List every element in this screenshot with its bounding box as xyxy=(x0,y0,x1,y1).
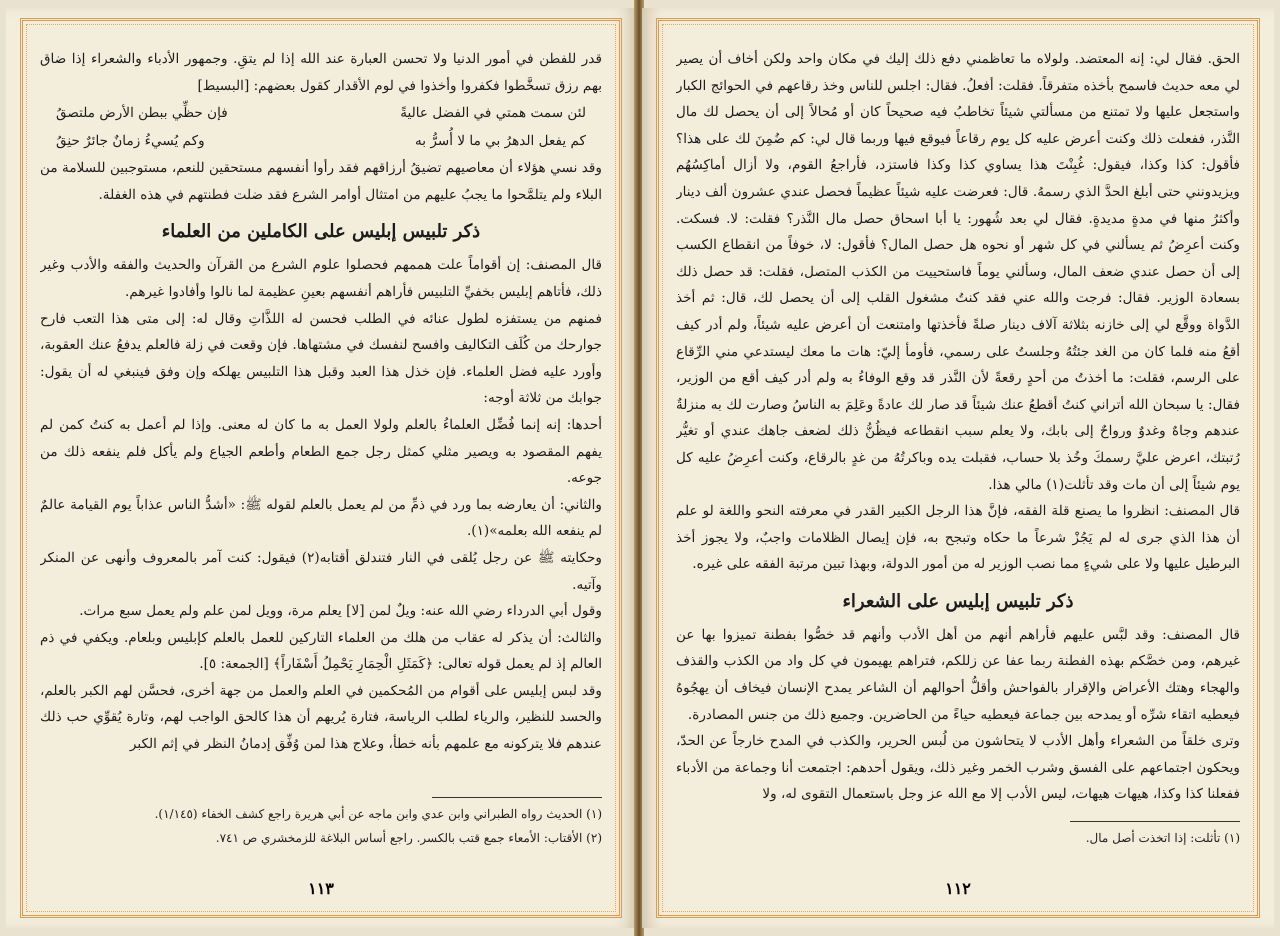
paragraph: وحكايته ﷺ عن رجل يُلقى في النار فتندلق أقتابه(٢) فيقول: كنت آمر بالمعروف وأنهى عن المنكر وآتيه. xyxy=(40,549,602,593)
footnote-rule xyxy=(1070,821,1240,822)
left-page-text xyxy=(40,46,602,778)
paragraph: وقول أبي الدرداء رضي الله عنه: ويلٌ لمن [لا] يعلم مرة، وويل لمن علم ولم يعمل سبع مرات. xyxy=(79,603,602,620)
paragraph: وقد نسي هؤلاء أن معاصيهم تضيقُ أرزاقهم فقد رأوا أنفسهم مستحقين للنعم، مستوجبين للسلامة من البلاء ولم يتلمَّحوا ما يجبُ عليهم من امتثال أوامر الشرع فقد ضلت فطنتهم في هذه الغفلة. xyxy=(40,160,602,203)
paragraph: قال المصنف: انظروا ما يصنع قلة الفقه، فإنَّ هذا الرجل الكبير القدر في معرفته النحو واللغة لو علم أن هذا الذي جرى له لم يَجُزْ شرعاً ما حكاه وتبجح به، فإن إيصال الظلامات واجبٌ، ولا يجوز أخذ البرطيل عليها ولا على شيءٍ مما نصب الوزير له من أمور الدولة، وبهذا تبين مرتبة الفقه على غيره. xyxy=(676,503,1240,573)
poem-verse xyxy=(40,127,602,155)
paragraph: قال المصنف: إن أقواماً علت هممهم فحصلوا علوم الشرع من القرآن والحديث والفقه والأدب وغير ذلك، فأتاهم إبليس بخفيِّ التلبيس فأراهم أنفسهم بعينِ عظيمة لما نالوا وأفادوا غيرهم. xyxy=(40,257,602,300)
paragraph: وقد لبس إبليس على أقوام من المُحكمين في العلم والعمل من جهة أخرى، فحسَّن لهم الكبر بالعلم، والحسد للنظير، والرياء لطلب الرياسة، فتارة يُريهم أن هذا كالحق الواجب لهم، وتارة يُقوِّي حب ذلك عندهم فلا يتركونه مع علمهم بأنه خطأ، وعلاج هذا لمن وُفِّق إدمانُ النظر في إثم الكبر xyxy=(40,682,602,753)
verse-hemistich: كم يفعل الدهرُ بي ما لا أُسرُّ به xyxy=(414,133,586,150)
right-page xyxy=(642,8,1274,928)
footnotes xyxy=(676,821,1240,850)
left-page xyxy=(6,8,636,928)
paragraph: الحق. فقال لي: إنه المعتضد. ولولاه ما تعاظمني دفع ذلك إليك في مكان واحد ولكن أخاف أن يصير لي معه حديث فاسمح بأخذه متفرقاً. فقلت: أفعلُ. فقال: اجلس للناس وخذ رقاعهم في الحوائج الكبار واستجعل عليها ولا تمتنع من مسألتي شيئاً تخاطبُ فيه صحيحاً كان أو مُحالاً إلى أن يحصل لك مال النَّذر، ففعلت ذلك وكنت أعرض عليه كل يوم رقاعاً فيوقع فيها وربما قال لي: كم ضُمِنَ لك على هذا؟ فأقول: كذا وكذا، فيقول: غُبِنْتَ هذا يساوي كذا وكذا فاستزد، فأراجعُ القوم، ولا أزال أماكِسُهُم ويزيدونني حتى أبلغ الحدَّ الذي رسمهُ. قال: فعرضت عليه شيئاً عظيماً فحصل عندي عشرون ألف دينار وأكثرُ منها في مدةٍ مديدةٍ. فقال لي بعد شُهور: يا أبا اسحاق حصل مال النَّذر؟ فقلت: لا. فسكت. وكنت أعرِضُ ثم يسألني في كل شهر أو نحوه هل حصل المال؟ فأقول: لا، خوفاً من انقطاع الكسب إلى أن حصل عندي ضعف المال، وسألني يوماً فاستحييت من الكذب المتصل، فقلت: قد حصل ذلك بسعادة الوزير. فقال: فرجت والله عني فقد كنتُ مشغول القلب إلى أن يحصل لك، قال: ثم أخذ الدَّواة ووقَّع لي إلى خازنه بثلاثة آلاف دينار صلةً فأخذتها وامتنعت أن أعرض عليه شيئاً، ولم أدر كيف أقعُ منه فلما كان من الغد جئتُهُ وجلستُ على رسمي، فأومأ إليّ: هات ما معك ليستدعي مني الرِّقاع على الرسم، فقلت: ما أخذتُ من أحدٍ رقعةً لأن النَّذر قد وقع الوفاءُ به ولم أدر كيف أقع من الوزير، فقال: يا سبحان الله أتراني كنتُ أقطعُ عنك شيئاً قد صار لك عادةً وعَلِمَ به الناسُ وصارت لك به منزلةٌ عندهم وجاهٌ وغدوٌ ورواحٌ إلى بابك، ولا يعلم سبب انقطاعه فيظُنُّ ذلك لضعف جاهك عندي أو تغيُّر رُتبتك، اعرض عليَّ رسمكَ وخُذ بلا حساب، فقبلت يده وباكرتُهُ من غدٍ بالرقاع، وكنت أعرِضُ عليه كل يوم شيئاً إلى أن مات وقد تأثلت(١) مالي هذا. xyxy=(676,51,1240,493)
section-heading: ذكر تلبيس إبليس على الكاملين من العلماء xyxy=(161,221,481,243)
footnotes xyxy=(40,797,602,850)
page-number: ١١٣ xyxy=(308,879,334,898)
verse-hemistich: وكم يُسيءُ زمانٌ جائرٌ حنِقُ xyxy=(56,133,205,150)
footnote: (٢) الأقتاب: الأمعاء جمع قتب بالكسر. راجع أساس البلاغة للزمخشري ص ٧٤١. xyxy=(215,831,602,845)
paragraph: قال المصنف: وقد لبَّس عليهم فأراهم أنهم من أهل الأدب وأنهم قد خصُّوا بفطنة تميزوا بها عن غيرهم، ومن خصَّكم بهذه الفطنة ربما عفا عن زللكم، فتراهم يهيمون في كل واد من الكذب والقذف والهجاء وهتك الأعراض والإقرار بالفواحش وأقلُّ أحوالهم أن الشاعر يمدح الإنسان فيخاف أن يهجُوهُ فيعطيه اتقاء شرِّه أو يمدحه بين جماعة فيعطيه حياءً من الحاضرين. وجميع ذلك من جنس المصادرة. xyxy=(676,626,1240,723)
verse-hemistich: لئن سمت همتي في الفضل عاليةً xyxy=(400,105,586,122)
verse-hemistich: فإن حظِّي ببطن الأرض ملتصقُ xyxy=(56,105,228,122)
paragraph: أحدها: إنه إنما فُضِّل العلماءُ بالعلم ولولا العمل به ما كان له معنى. وإذا لم أعمل به كنتُ كمن لم يفهم المقصود به ويصير مثلي كمثل رجل جمع الطعام وأطعم الجياع ولم يأكل فلم ينفعه ذلك من جوعه. xyxy=(40,416,602,487)
paragraph: قدر للفطن في أمور الدنيا ولا تحسن العبارة عند الله إذا لم يتقِ. وجمهور الأدباء والشعراء إذا ضاق بهم رزق تسخَّطوا فكفروا وأخذوا في لوم الأقدار كقول بعضهم: [البسيط] xyxy=(40,51,602,94)
section-heading: ذكر تلبيس إبليس على الشعراء xyxy=(842,590,1074,612)
poem-verse xyxy=(40,99,602,127)
paragraph: فمنهم من يستفزه لطول عنائه في الطلب فحسن له اللذَّاتِ وقال له: إلى متى هذا التعب فارح جوارحك من كُلَف التكاليف وافسح لنفسك في مشتهاها. فإن وقعت في زلة فالعلم يدفعُ عنك العقوبة، وأورد عليه فضل العلماء. فإن خذل هذا العبد وقبل هذا التلبيس يهلكه وإن وفق فينبغي له أن يقول: جوابك من ثلاثة أوجه: xyxy=(40,310,602,407)
paragraph: والثاني: أن يعارضه بما ورد في ذمِّ من لم يعمل بالعلم لقوله ﷺ: «أشدُّ الناس عذاباً يوم القيامة عالمٌ لم ينفعه الله بعلمه»(١). xyxy=(40,496,602,540)
footnote: (١) الحديث رواه الطبراني وابن عدي وابن ماجه عن أبي هريرة راجع كشف الخفاء (١/١٤٥). xyxy=(154,807,602,821)
paragraph: وترى خلقاً من الشعراء وأهل الأدب لا يتحاشون من لُبس الحرير، والكذب في المدح خارجاً عن الحدّ، ويحكون اجتماعهم على الفسق وشرب الخمر وغير ذلك، ويقول أحدهم: اجتمعت أنا وجماعة من الأدباء ففعلنا كذا وكذا، هيهات هيهات، ليس الأدب إلا مع الله عز وجل باستعمال التقوى له، ولا xyxy=(676,733,1240,803)
footnote: (١) تأثلت: إذا اتخذت أصل مال. xyxy=(1085,831,1240,845)
right-page-text xyxy=(676,46,1240,818)
page-number: ١١٢ xyxy=(945,879,971,898)
footnote-rule xyxy=(432,797,602,798)
paragraph: والثالث: أن يذكر له عقاب من هلك من العلماء التاركين للعمل بالعلم كإبليس وبلعام. ويكفي في ذم العالم إذ لم يعمل قوله تعالى: ﴿كَمَثَلِ الْحِمَارِ يَحْمِلُ أَسْفَاراً﴾ [الجمعة: ٥]. xyxy=(40,629,602,673)
